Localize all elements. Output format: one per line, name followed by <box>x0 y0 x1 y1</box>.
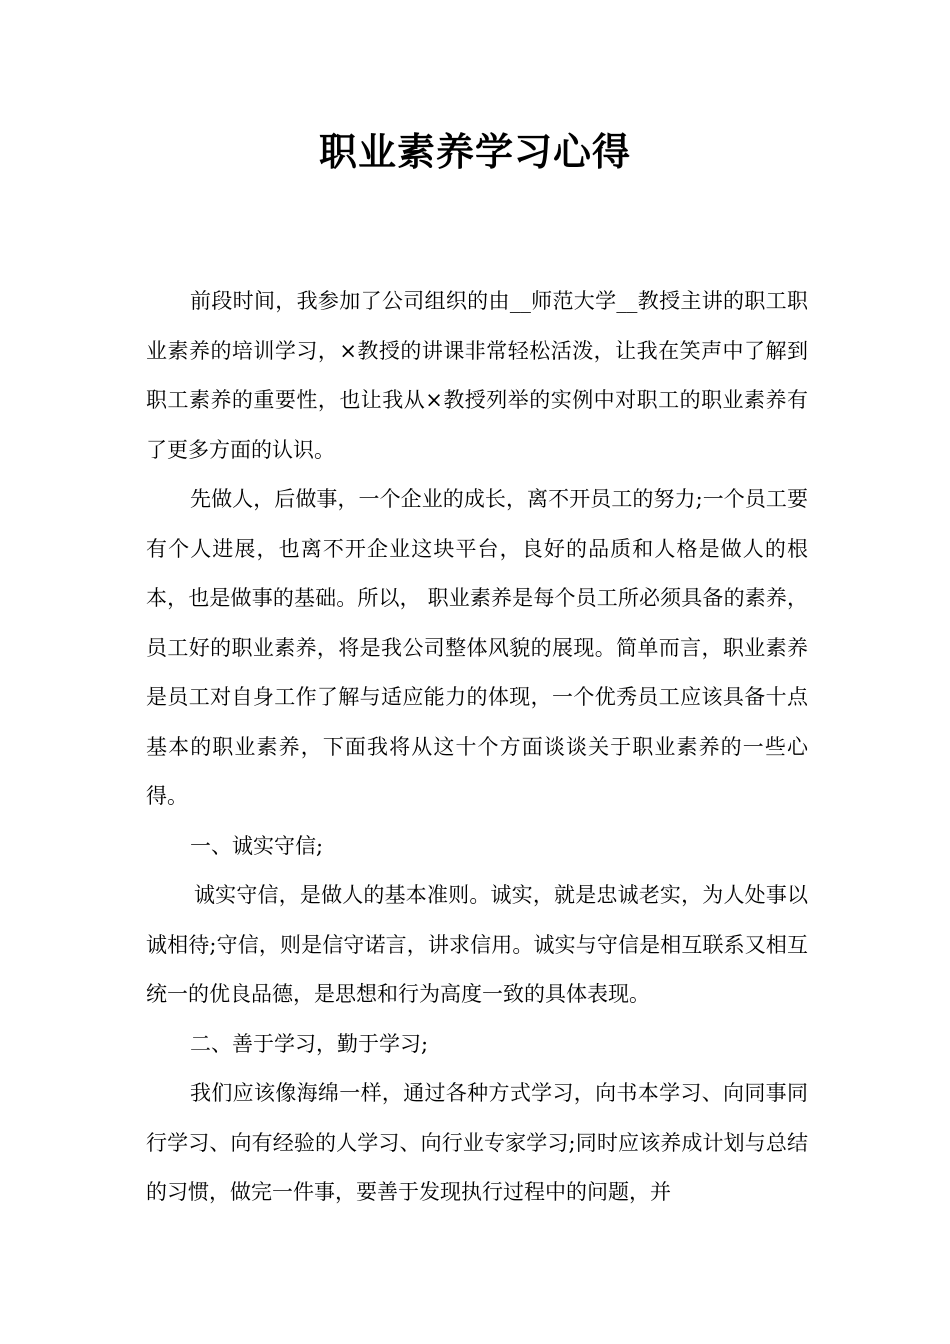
document-title: 职业素养学习心得 <box>318 130 631 174</box>
paragraph-overview: 先做人，后做事，一个企业的成长，离不开员工的努力;一个员工要有个人进展，也离不开企业这块平台，良好的品质和人格是做人的根本，也是做事的基础。所以， 职业素养是每个员工所必须具备的素养，员工好的职业素养，将是我公司整体风貌的展现。简单而言，职业素养是员工对自身工作了解与适应能力的体现，一个优秀员工应该具备十点基本的职业素养，下面我将从这十个方面谈谈关于职业素养的一些心得。 <box>146 487 808 808</box>
heading-honesty: 一、诚实守信; <box>190 833 324 858</box>
document-body <box>146 277 808 1218</box>
paragraph-intro: 前段时间，我参加了公司组织的由__师范大学__教授主讲的职工职业素养的培训学习，×教授的讲课非常轻松活泼，让我在笑声中了解到职工素养的重要性，也让我从×教授列举的实例中对职工的职业素养有了更多方面的认识。 <box>146 289 808 462</box>
heading-learning: 二、善于学习，勤于学习; <box>190 1031 429 1056</box>
paragraph-learning: 我们应该像海绵一样，通过各种方式学习，向书本学习、向同事同行学习、向有经验的人学习、向行业专家学习;同时应该养成计划与总结的习惯，做完一件事，要善于发现执行过程中的问题，并 <box>146 1081 808 1204</box>
paragraph-honesty: 诚实守信，是做人的基本准则。诚实，就是忠诚老实，为人处事以诚相待;守信，则是信守诺言，讲求信用。诚实与守信是相互联系又相互统一的优良品德，是思想和行为高度一致的具体表现。 <box>146 883 808 1006</box>
